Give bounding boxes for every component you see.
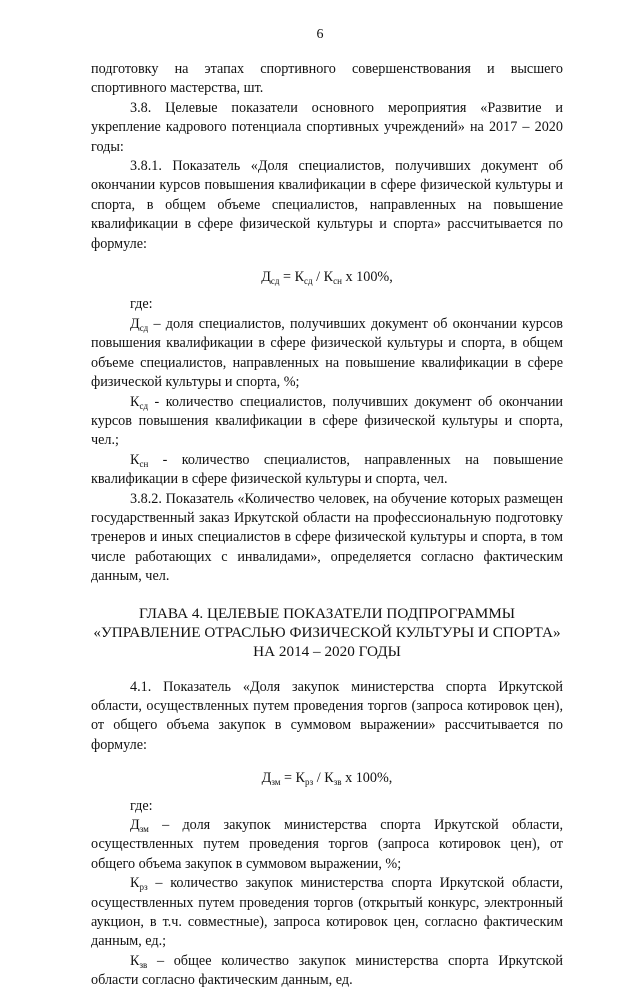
definition-symbol-sub: рз xyxy=(139,882,148,893)
formula-eq: = xyxy=(280,770,296,787)
definition-symbol: Д xyxy=(130,315,140,332)
formula-tail: x 100%, xyxy=(341,770,393,787)
definition-text: - количество специалистов, получивших документ об окончании курсов повышения квалификации в сфере физической культуры и спорта, чел.; xyxy=(91,393,563,449)
paragraph-4-1: 4.1. Показатель «Доля закупок министерства спорта Иркутской области, осуществленных путем проведения торгов (запроса котировок цен), от общего объема закупок в суммовом выражении» рассчитывается по формуле: xyxy=(91,678,563,753)
definition-symbol: К xyxy=(130,952,140,969)
formula-div: / xyxy=(313,770,325,787)
definition-symbol-sub: сд xyxy=(139,400,149,411)
definition-text: – доля специалистов, получивших документ об окончании курсов повышения квалификации в сфере физической культуры и спорта, в общем объеме специалистов, направленных на повышение квалификации в сфере физической культуры и спорта, %; xyxy=(91,315,563,391)
where-label: где: xyxy=(130,797,153,814)
page-number: 6 xyxy=(316,27,324,42)
chapter-heading-line-3: НА 2014 – 2020 ГОДЫ xyxy=(253,642,401,660)
formula-div: / xyxy=(312,269,324,286)
formula-tail: x 100%, xyxy=(341,269,393,286)
paragraph-continuation: подготовку на этапах спортивного совершенствования и высшего спортивного мастерства, шт. xyxy=(91,61,563,97)
chapter-heading-line-1: ГЛАВА 4. ЦЕЛЕВЫЕ ПОКАЗАТЕЛИ ПОДПРОГРАММЫ xyxy=(138,604,516,622)
definition-text: – общее количество закупок министерства спорта Иркутской области согласно фактическим данным, ед. xyxy=(91,952,563,989)
formula-numerator: К xyxy=(294,269,305,286)
formula-denominator-sub: сн xyxy=(333,276,342,287)
definition-text: – доля закупок министерства спорта Иркутской области, осуществленных путем проведения торгов (запроса котировок цен), от общего объема закупок в суммовом выражении, %; xyxy=(91,817,563,872)
formula-lhs: Д xyxy=(261,269,271,286)
page-content xyxy=(91,60,563,991)
definition-text: - количество специалистов, направленных на повышение квалификации в сфере физической культуры и спорта, чел. xyxy=(91,451,563,488)
definition-symbol: К xyxy=(130,451,140,468)
definition-krz xyxy=(91,874,563,952)
definition-dzm xyxy=(91,816,563,874)
formula-lhs-sub: зм xyxy=(271,777,281,788)
definition-ksn xyxy=(91,451,563,490)
definition-symbol: К xyxy=(130,393,140,410)
definition-symbol-sub: зв xyxy=(139,959,148,970)
formula-denominator: К xyxy=(324,770,334,787)
formula-eq: = xyxy=(279,269,295,286)
formula-denominator-sub: зв xyxy=(333,777,342,788)
formula-dsd xyxy=(91,268,563,287)
formula-denominator: К xyxy=(323,269,334,286)
definition-symbol: Д xyxy=(130,817,140,833)
formula-lhs: Д xyxy=(261,770,272,787)
paragraph-3-8-2: 3.8.2. Показатель «Количество человек, на обучение которых размещен государственный заказ Иркутской области на профессиональную подготовку тренеров и иных специалистов в сфере физической культуры и спорта, в том числе работающих с инвалидами», определяется согласно фактическим данным, чел. xyxy=(91,490,563,585)
paragraph-3-8-1: 3.8.1. Показатель «Доля специалистов, получивших документ об окончании курсов повышения квалификации в сфере физической культуры и спорта, в общем объеме специалистов, направленных на повышение квалификации в сфере физической культуры и спорта» рассчитывается по формуле: xyxy=(91,158,563,252)
definition-symbol-sub: сд xyxy=(139,322,149,333)
paragraph-3-8: 3.8. Целевые показатели основного мероприятия «Развитие и укрепление кадрового потенциала спортивных учреждений» на 2017 – 2020 годы: xyxy=(91,99,563,155)
chapter-heading-line-2: «УПРАВЛЕНИЕ ОТРАСЛЬЮ ФИЗИЧЕСКОЙ КУЛЬТУРЫ И СПОРТА» xyxy=(93,623,561,641)
definition-text: – количество закупок министерства спорта Иркутской области, осуществленных путем проведения торгов (открытый конкурс, электронный аукцион, в т.ч. совместные), запроса котировок цен, согласно фактическим данным, ед.; xyxy=(91,875,563,950)
definition-dsd xyxy=(91,315,563,393)
formula-dzm xyxy=(91,769,563,788)
where-label: где: xyxy=(130,296,153,313)
definition-kzv xyxy=(91,952,563,991)
definition-symbol: К xyxy=(130,875,140,892)
formula-numerator: К xyxy=(295,770,306,787)
definition-symbol-sub: сн xyxy=(139,458,149,469)
definition-ksd xyxy=(91,393,563,451)
formula-lhs-sub: сд xyxy=(270,276,280,287)
formula-numerator-sub: сд xyxy=(304,276,313,287)
formula-numerator-sub: рз xyxy=(305,777,314,788)
definition-symbol-sub: зм xyxy=(139,824,149,834)
